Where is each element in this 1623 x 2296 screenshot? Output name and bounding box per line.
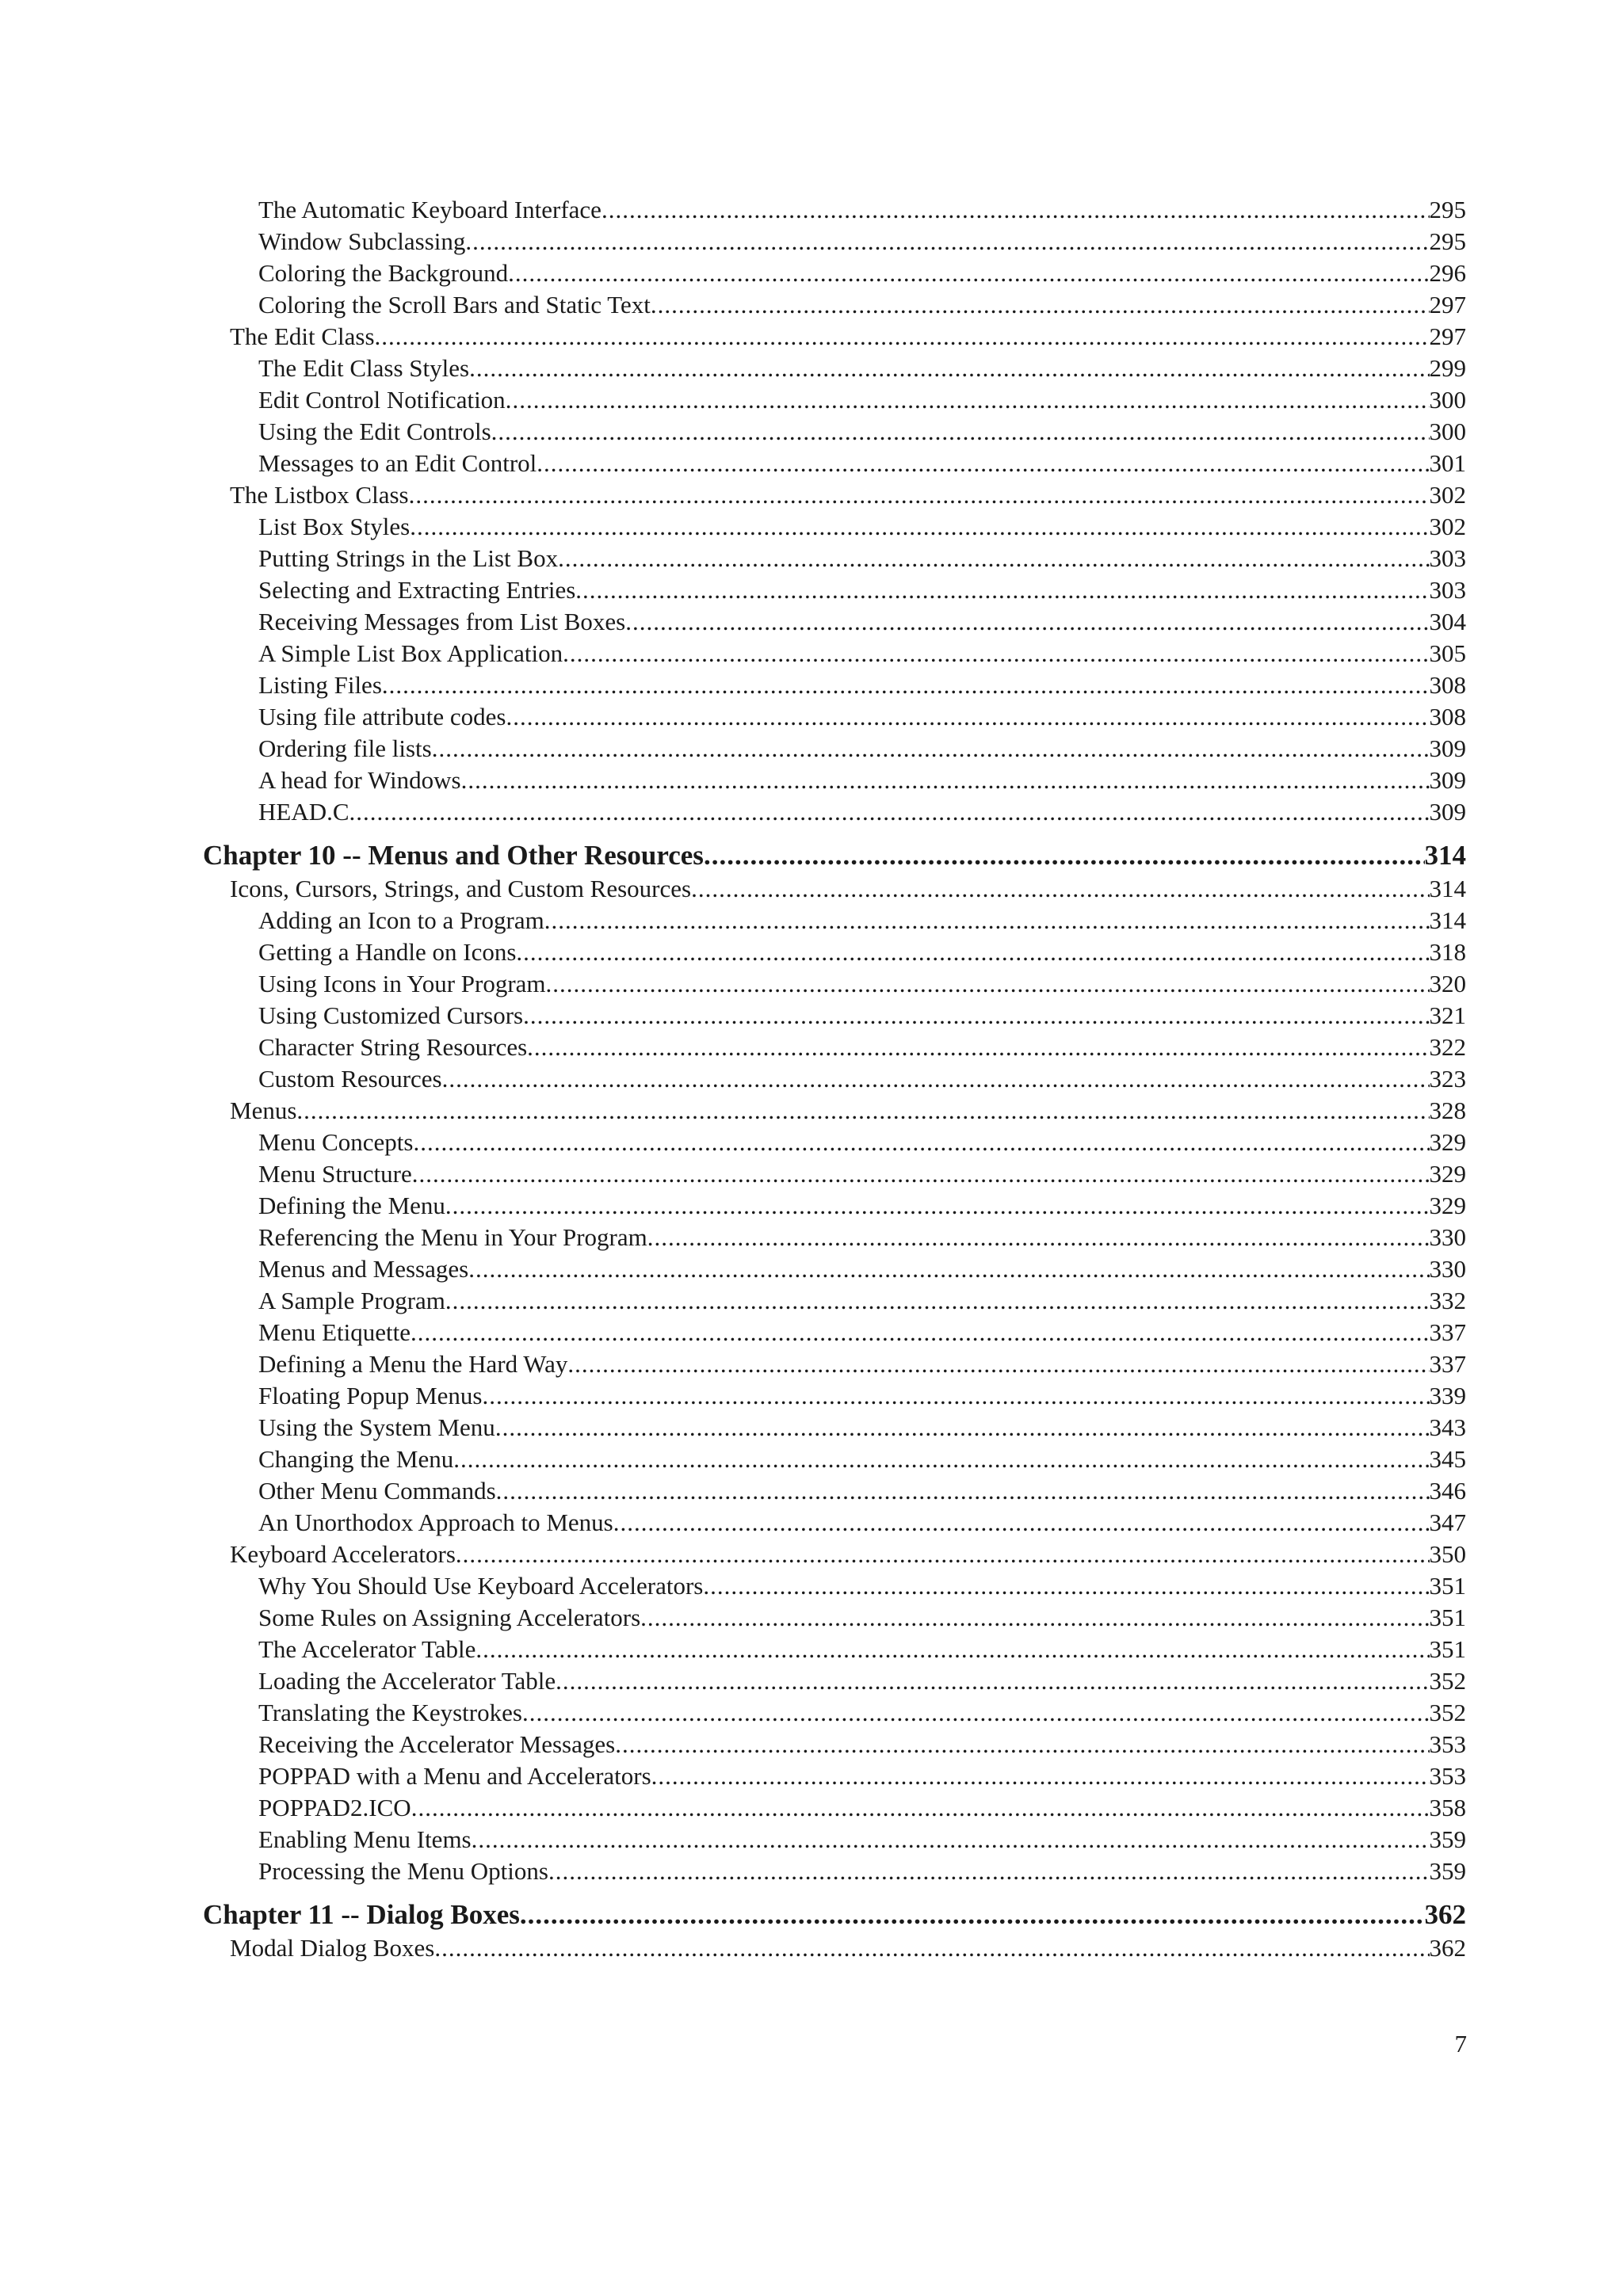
dot-leader bbox=[445, 1190, 1430, 1222]
toc-entry-page: 337 bbox=[1429, 1318, 1466, 1346]
toc-entry-page: 352 bbox=[1429, 1667, 1466, 1695]
dot-leader bbox=[556, 1665, 1429, 1697]
toc-entry-title: Floating Popup Menus bbox=[258, 1382, 483, 1409]
dot-leader bbox=[615, 1729, 1429, 1760]
toc-entry-title: POPPAD2.ICO bbox=[258, 1794, 411, 1821]
toc-entry-page: 301 bbox=[1429, 449, 1466, 477]
toc-entry-title: Other Menu Commands bbox=[258, 1477, 496, 1505]
toc-entry-title: Keyboard Accelerators bbox=[230, 1540, 456, 1568]
toc-entry-title: Custom Resources bbox=[258, 1065, 442, 1093]
dot-leader bbox=[432, 733, 1430, 765]
dot-leader bbox=[475, 1634, 1429, 1665]
dot-leader bbox=[442, 1063, 1430, 1095]
toc-entry-page: 323 bbox=[1429, 1065, 1466, 1093]
toc-chapter-entry[interactable] bbox=[203, 838, 1466, 873]
toc-entry-title: The Listbox Class bbox=[230, 481, 409, 509]
toc-entry-page: 314 bbox=[1429, 875, 1466, 902]
dot-leader bbox=[548, 1855, 1430, 1887]
toc-entry-page: 329 bbox=[1429, 1128, 1466, 1156]
toc-entry[interactable] bbox=[203, 226, 1466, 257]
toc-entry[interactable] bbox=[203, 796, 1466, 828]
toc-entry[interactable] bbox=[203, 701, 1466, 733]
dot-leader bbox=[691, 873, 1429, 905]
toc-entry[interactable] bbox=[203, 936, 1466, 968]
toc-entry[interactable] bbox=[203, 1602, 1466, 1634]
toc-entry-title: Menu Structure bbox=[258, 1160, 412, 1188]
dot-leader bbox=[625, 606, 1429, 638]
toc-entry-page: 329 bbox=[1429, 1160, 1466, 1188]
toc-entry-title: Using the System Menu bbox=[258, 1413, 495, 1441]
toc-entry[interactable] bbox=[203, 1412, 1466, 1444]
dot-leader bbox=[375, 321, 1430, 353]
toc-entry-page: 297 bbox=[1429, 322, 1466, 350]
dot-leader bbox=[613, 1507, 1430, 1539]
toc-entry-page: 362 bbox=[1424, 1899, 1466, 1930]
toc-entry-title: Enabling Menu Items bbox=[258, 1825, 472, 1853]
toc-entry-title: Chapter 10 -- Menus and Other Resources bbox=[203, 840, 704, 871]
toc-entry[interactable] bbox=[203, 1539, 1466, 1570]
toc-entry[interactable] bbox=[203, 1570, 1466, 1602]
toc-entry-title: Putting Strings in the List Box bbox=[258, 544, 559, 572]
toc-entry-title: Coloring the Scroll Bars and Static Text bbox=[258, 291, 651, 318]
toc-entry-title: Receiving the Accelerator Messages bbox=[258, 1730, 616, 1758]
toc-entry-page: 330 bbox=[1429, 1223, 1466, 1251]
dot-leader bbox=[469, 353, 1429, 384]
toc-entry-title: Chapter 11 -- Dialog Boxes bbox=[203, 1899, 520, 1930]
toc-entry-title: Using Customized Cursors bbox=[258, 1001, 524, 1029]
toc-entry-title: Menu Concepts bbox=[258, 1128, 414, 1156]
toc-entry[interactable] bbox=[203, 1285, 1466, 1317]
toc-entry-page: 305 bbox=[1429, 639, 1466, 667]
toc-entry-page: 302 bbox=[1429, 513, 1466, 540]
toc-entry[interactable] bbox=[203, 638, 1466, 669]
toc-entry-page: 309 bbox=[1429, 766, 1466, 794]
toc-entry-page: 337 bbox=[1429, 1350, 1466, 1378]
toc-entry[interactable] bbox=[203, 194, 1466, 226]
toc-entry[interactable] bbox=[203, 1634, 1466, 1665]
toc-entry[interactable] bbox=[203, 257, 1466, 289]
toc-entry[interactable] bbox=[203, 321, 1466, 353]
dot-leader bbox=[461, 765, 1430, 796]
toc-entry-page: 330 bbox=[1429, 1255, 1466, 1283]
toc-entry[interactable] bbox=[203, 1824, 1466, 1855]
dot-leader bbox=[563, 638, 1429, 669]
toc-entry-page: 295 bbox=[1429, 227, 1466, 255]
toc-entry[interactable] bbox=[203, 574, 1466, 606]
toc-entry-page: 309 bbox=[1429, 734, 1466, 762]
toc-entry-title: A head for Windows bbox=[258, 766, 461, 794]
dot-leader bbox=[651, 289, 1430, 321]
toc-entry-page: 304 bbox=[1429, 608, 1466, 635]
dot-leader bbox=[508, 257, 1429, 289]
toc-entry-page: 332 bbox=[1429, 1287, 1466, 1314]
toc-entry-title: The Automatic Keyboard Interface bbox=[258, 196, 601, 223]
toc-entry-title: Some Rules on Assigning Accelerators bbox=[258, 1604, 641, 1631]
toc-entry-title: HEAD.C bbox=[258, 798, 349, 826]
dot-leader bbox=[413, 1127, 1429, 1158]
toc-entry[interactable] bbox=[203, 1158, 1466, 1190]
dot-leader bbox=[349, 796, 1430, 828]
toc-entry-title: Receiving Messages from List Boxes bbox=[258, 608, 626, 635]
toc-entry-title: Listing Files bbox=[258, 671, 382, 699]
toc-entry-title: The Edit Class bbox=[230, 322, 375, 350]
dot-leader bbox=[647, 1222, 1430, 1253]
toc-entry[interactable] bbox=[203, 1190, 1466, 1222]
toc-entry-page: 343 bbox=[1429, 1413, 1466, 1441]
dot-leader bbox=[445, 1285, 1430, 1317]
toc-entry[interactable] bbox=[203, 289, 1466, 321]
toc-entry-page: 318 bbox=[1429, 938, 1466, 966]
toc-entry[interactable] bbox=[203, 1792, 1466, 1824]
toc-entry[interactable] bbox=[203, 606, 1466, 638]
toc-entry-page: 321 bbox=[1429, 1001, 1466, 1029]
toc-entry-page: 314 bbox=[1429, 906, 1466, 934]
toc-entry-page: 299 bbox=[1429, 354, 1466, 382]
toc-entry-title: A Simple List Box Application bbox=[258, 639, 563, 667]
toc-entry-title: Menu Etiquette bbox=[258, 1318, 411, 1346]
dot-leader bbox=[567, 1348, 1429, 1380]
toc-entry-title: An Unorthodox Approach to Menus bbox=[258, 1508, 613, 1536]
dot-leader bbox=[546, 968, 1430, 1000]
toc-entry-page: 295 bbox=[1429, 196, 1466, 223]
table-of-contents bbox=[203, 194, 1466, 1964]
dot-leader bbox=[544, 905, 1430, 936]
toc-entry[interactable] bbox=[203, 669, 1466, 701]
toc-entry[interactable] bbox=[203, 1729, 1466, 1760]
dot-leader bbox=[527, 1032, 1429, 1063]
toc-entry[interactable] bbox=[203, 1348, 1466, 1380]
dot-leader bbox=[640, 1602, 1429, 1634]
dot-leader bbox=[516, 936, 1429, 968]
dot-leader bbox=[482, 1380, 1429, 1412]
toc-entry-title: Ordering file lists bbox=[258, 734, 432, 762]
dot-leader bbox=[296, 1095, 1429, 1127]
toc-entry[interactable] bbox=[203, 479, 1466, 511]
dot-leader bbox=[506, 384, 1430, 416]
dot-leader bbox=[472, 1824, 1430, 1855]
toc-entry-page: 300 bbox=[1429, 418, 1466, 445]
dot-leader bbox=[453, 1444, 1429, 1475]
toc-entry[interactable] bbox=[203, 1855, 1466, 1887]
toc-entry[interactable] bbox=[203, 416, 1466, 448]
toc-entry-title: Coloring the Background bbox=[258, 259, 509, 287]
toc-entry[interactable] bbox=[203, 905, 1466, 936]
dot-leader bbox=[496, 1475, 1430, 1507]
toc-entry[interactable] bbox=[203, 1507, 1466, 1539]
toc-entry-title: Getting a Handle on Icons bbox=[258, 938, 517, 966]
toc-entry-title: Why You Should Use Keyboard Accelerators bbox=[258, 1572, 704, 1600]
toc-entry-title: Referencing the Menu in Your Program bbox=[258, 1223, 647, 1251]
toc-entry-page: 346 bbox=[1429, 1477, 1466, 1505]
toc-entry-title: Modal Dialog Boxes bbox=[230, 1934, 435, 1962]
toc-entry-title: Using file attribute codes bbox=[258, 703, 506, 730]
toc-entry-page: 358 bbox=[1429, 1794, 1466, 1821]
toc-entry[interactable] bbox=[203, 1444, 1466, 1475]
dot-leader bbox=[575, 574, 1429, 606]
dot-leader bbox=[434, 1932, 1429, 1964]
dot-leader bbox=[601, 194, 1430, 226]
dot-leader bbox=[411, 1792, 1430, 1824]
toc-entry-page: 328 bbox=[1429, 1097, 1466, 1124]
toc-entry-page: 302 bbox=[1429, 481, 1466, 509]
page-number: 7 bbox=[1454, 2030, 1467, 2058]
toc-entry-title: List Box Styles bbox=[258, 513, 411, 540]
toc-entry-title: Changing the Menu bbox=[258, 1445, 454, 1473]
toc-entry-title: Using the Edit Controls bbox=[258, 418, 491, 445]
toc-entry-title: Window Subclassing bbox=[258, 227, 466, 255]
toc-entry[interactable] bbox=[203, 1000, 1466, 1032]
dot-leader bbox=[558, 543, 1429, 574]
toc-entry-page: 359 bbox=[1429, 1857, 1466, 1885]
toc-entry-page: 351 bbox=[1429, 1635, 1466, 1663]
toc-entry-title: Adding an Icon to a Program bbox=[258, 906, 544, 934]
toc-entry-page: 303 bbox=[1429, 576, 1466, 604]
toc-entry-title: The Edit Class Styles bbox=[258, 354, 470, 382]
toc-entry-page: 300 bbox=[1429, 386, 1466, 414]
dot-leader bbox=[491, 416, 1430, 448]
toc-entry-page: 351 bbox=[1429, 1572, 1466, 1600]
dot-leader bbox=[520, 1897, 1425, 1932]
toc-entry-page: 345 bbox=[1429, 1445, 1466, 1473]
toc-entry-title: Translating the Keystrokes bbox=[258, 1699, 522, 1726]
toc-entry[interactable] bbox=[203, 873, 1466, 905]
toc-entry[interactable] bbox=[203, 1475, 1466, 1507]
toc-entry[interactable] bbox=[203, 765, 1466, 796]
toc-entry-page: 297 bbox=[1429, 291, 1466, 318]
toc-entry-title: The Accelerator Table bbox=[258, 1635, 476, 1663]
toc-entry-title: Messages to an Edit Control bbox=[258, 449, 537, 477]
toc-entry[interactable] bbox=[203, 384, 1466, 416]
toc-entry-page: 347 bbox=[1429, 1508, 1466, 1536]
dot-leader bbox=[409, 479, 1430, 511]
dot-leader bbox=[465, 226, 1429, 257]
toc-entry[interactable] bbox=[203, 1697, 1466, 1729]
toc-entry[interactable] bbox=[203, 1063, 1466, 1095]
toc-entry[interactable] bbox=[203, 1317, 1466, 1348]
dot-leader bbox=[704, 838, 1425, 873]
toc-entry[interactable] bbox=[203, 353, 1466, 384]
toc-entry-page: 309 bbox=[1429, 798, 1466, 826]
toc-entry[interactable] bbox=[203, 1760, 1466, 1792]
dot-leader bbox=[537, 448, 1429, 479]
toc-entry[interactable] bbox=[203, 1222, 1466, 1253]
toc-entry-title: Using Icons in Your Program bbox=[258, 970, 546, 997]
toc-entry-page: 329 bbox=[1429, 1192, 1466, 1219]
toc-chapter-entry[interactable] bbox=[203, 1897, 1466, 1932]
toc-entry-page: 352 bbox=[1429, 1699, 1466, 1726]
dot-leader bbox=[412, 1158, 1430, 1190]
toc-entry-page: 362 bbox=[1429, 1934, 1466, 1962]
toc-entry[interactable] bbox=[203, 1127, 1466, 1158]
toc-entry-page: 303 bbox=[1429, 544, 1466, 572]
toc-entry-title: A Sample Program bbox=[258, 1287, 445, 1314]
toc-entry-title: Menus bbox=[230, 1097, 297, 1124]
dot-leader bbox=[523, 1000, 1429, 1032]
dot-leader bbox=[495, 1412, 1430, 1444]
toc-entry-title: Selecting and Extracting Entries bbox=[258, 576, 576, 604]
toc-entry-page: 308 bbox=[1429, 671, 1466, 699]
toc-entry[interactable] bbox=[203, 511, 1466, 543]
toc-entry[interactable] bbox=[203, 1380, 1466, 1412]
toc-entry-title: Menus and Messages bbox=[258, 1255, 469, 1283]
toc-entry-page: 353 bbox=[1429, 1762, 1466, 1790]
toc-entry[interactable] bbox=[203, 1032, 1466, 1063]
toc-entry-title: Icons, Cursors, Strings, and Custom Resources bbox=[230, 875, 692, 902]
toc-entry-page: 353 bbox=[1429, 1730, 1466, 1758]
toc-entry-title: Defining the Menu bbox=[258, 1192, 445, 1219]
toc-entry-page: 339 bbox=[1429, 1382, 1466, 1409]
toc-entry[interactable] bbox=[203, 968, 1466, 1000]
toc-entry[interactable] bbox=[203, 1665, 1466, 1697]
toc-entry-page: 314 bbox=[1424, 840, 1466, 871]
toc-entry[interactable] bbox=[203, 1253, 1466, 1285]
dot-leader bbox=[522, 1697, 1430, 1729]
dot-leader bbox=[411, 1317, 1430, 1348]
toc-entry-page: 320 bbox=[1429, 970, 1466, 997]
toc-entry-page: 350 bbox=[1429, 1540, 1466, 1568]
toc-entry-title: POPPAD with a Menu and Accelerators bbox=[258, 1762, 651, 1790]
toc-entry-title: Processing the Menu Options bbox=[258, 1857, 548, 1885]
toc-entry-page: 359 bbox=[1429, 1825, 1466, 1853]
dot-leader bbox=[410, 511, 1429, 543]
toc-entry-title: Character String Resources bbox=[258, 1033, 528, 1061]
toc-entry-title: Defining a Menu the Hard Way bbox=[258, 1350, 568, 1378]
dot-leader bbox=[506, 701, 1430, 733]
dot-leader bbox=[382, 669, 1430, 701]
toc-entry[interactable] bbox=[203, 448, 1466, 479]
dot-leader bbox=[456, 1539, 1430, 1570]
toc-entry[interactable] bbox=[203, 1095, 1466, 1127]
dot-leader bbox=[703, 1570, 1429, 1602]
dot-leader bbox=[468, 1253, 1429, 1285]
toc-entry[interactable] bbox=[203, 1932, 1466, 1964]
toc-entry-page: 351 bbox=[1429, 1604, 1466, 1631]
toc-entry-page: 296 bbox=[1429, 259, 1466, 287]
toc-entry[interactable] bbox=[203, 733, 1466, 765]
toc-entry-page: 308 bbox=[1429, 703, 1466, 730]
dot-leader bbox=[651, 1760, 1430, 1792]
toc-entry-title: Loading the Accelerator Table bbox=[258, 1667, 556, 1695]
toc-entry-page: 322 bbox=[1429, 1033, 1466, 1061]
toc-entry[interactable] bbox=[203, 543, 1466, 574]
toc-entry-title: Edit Control Notification bbox=[258, 386, 506, 414]
